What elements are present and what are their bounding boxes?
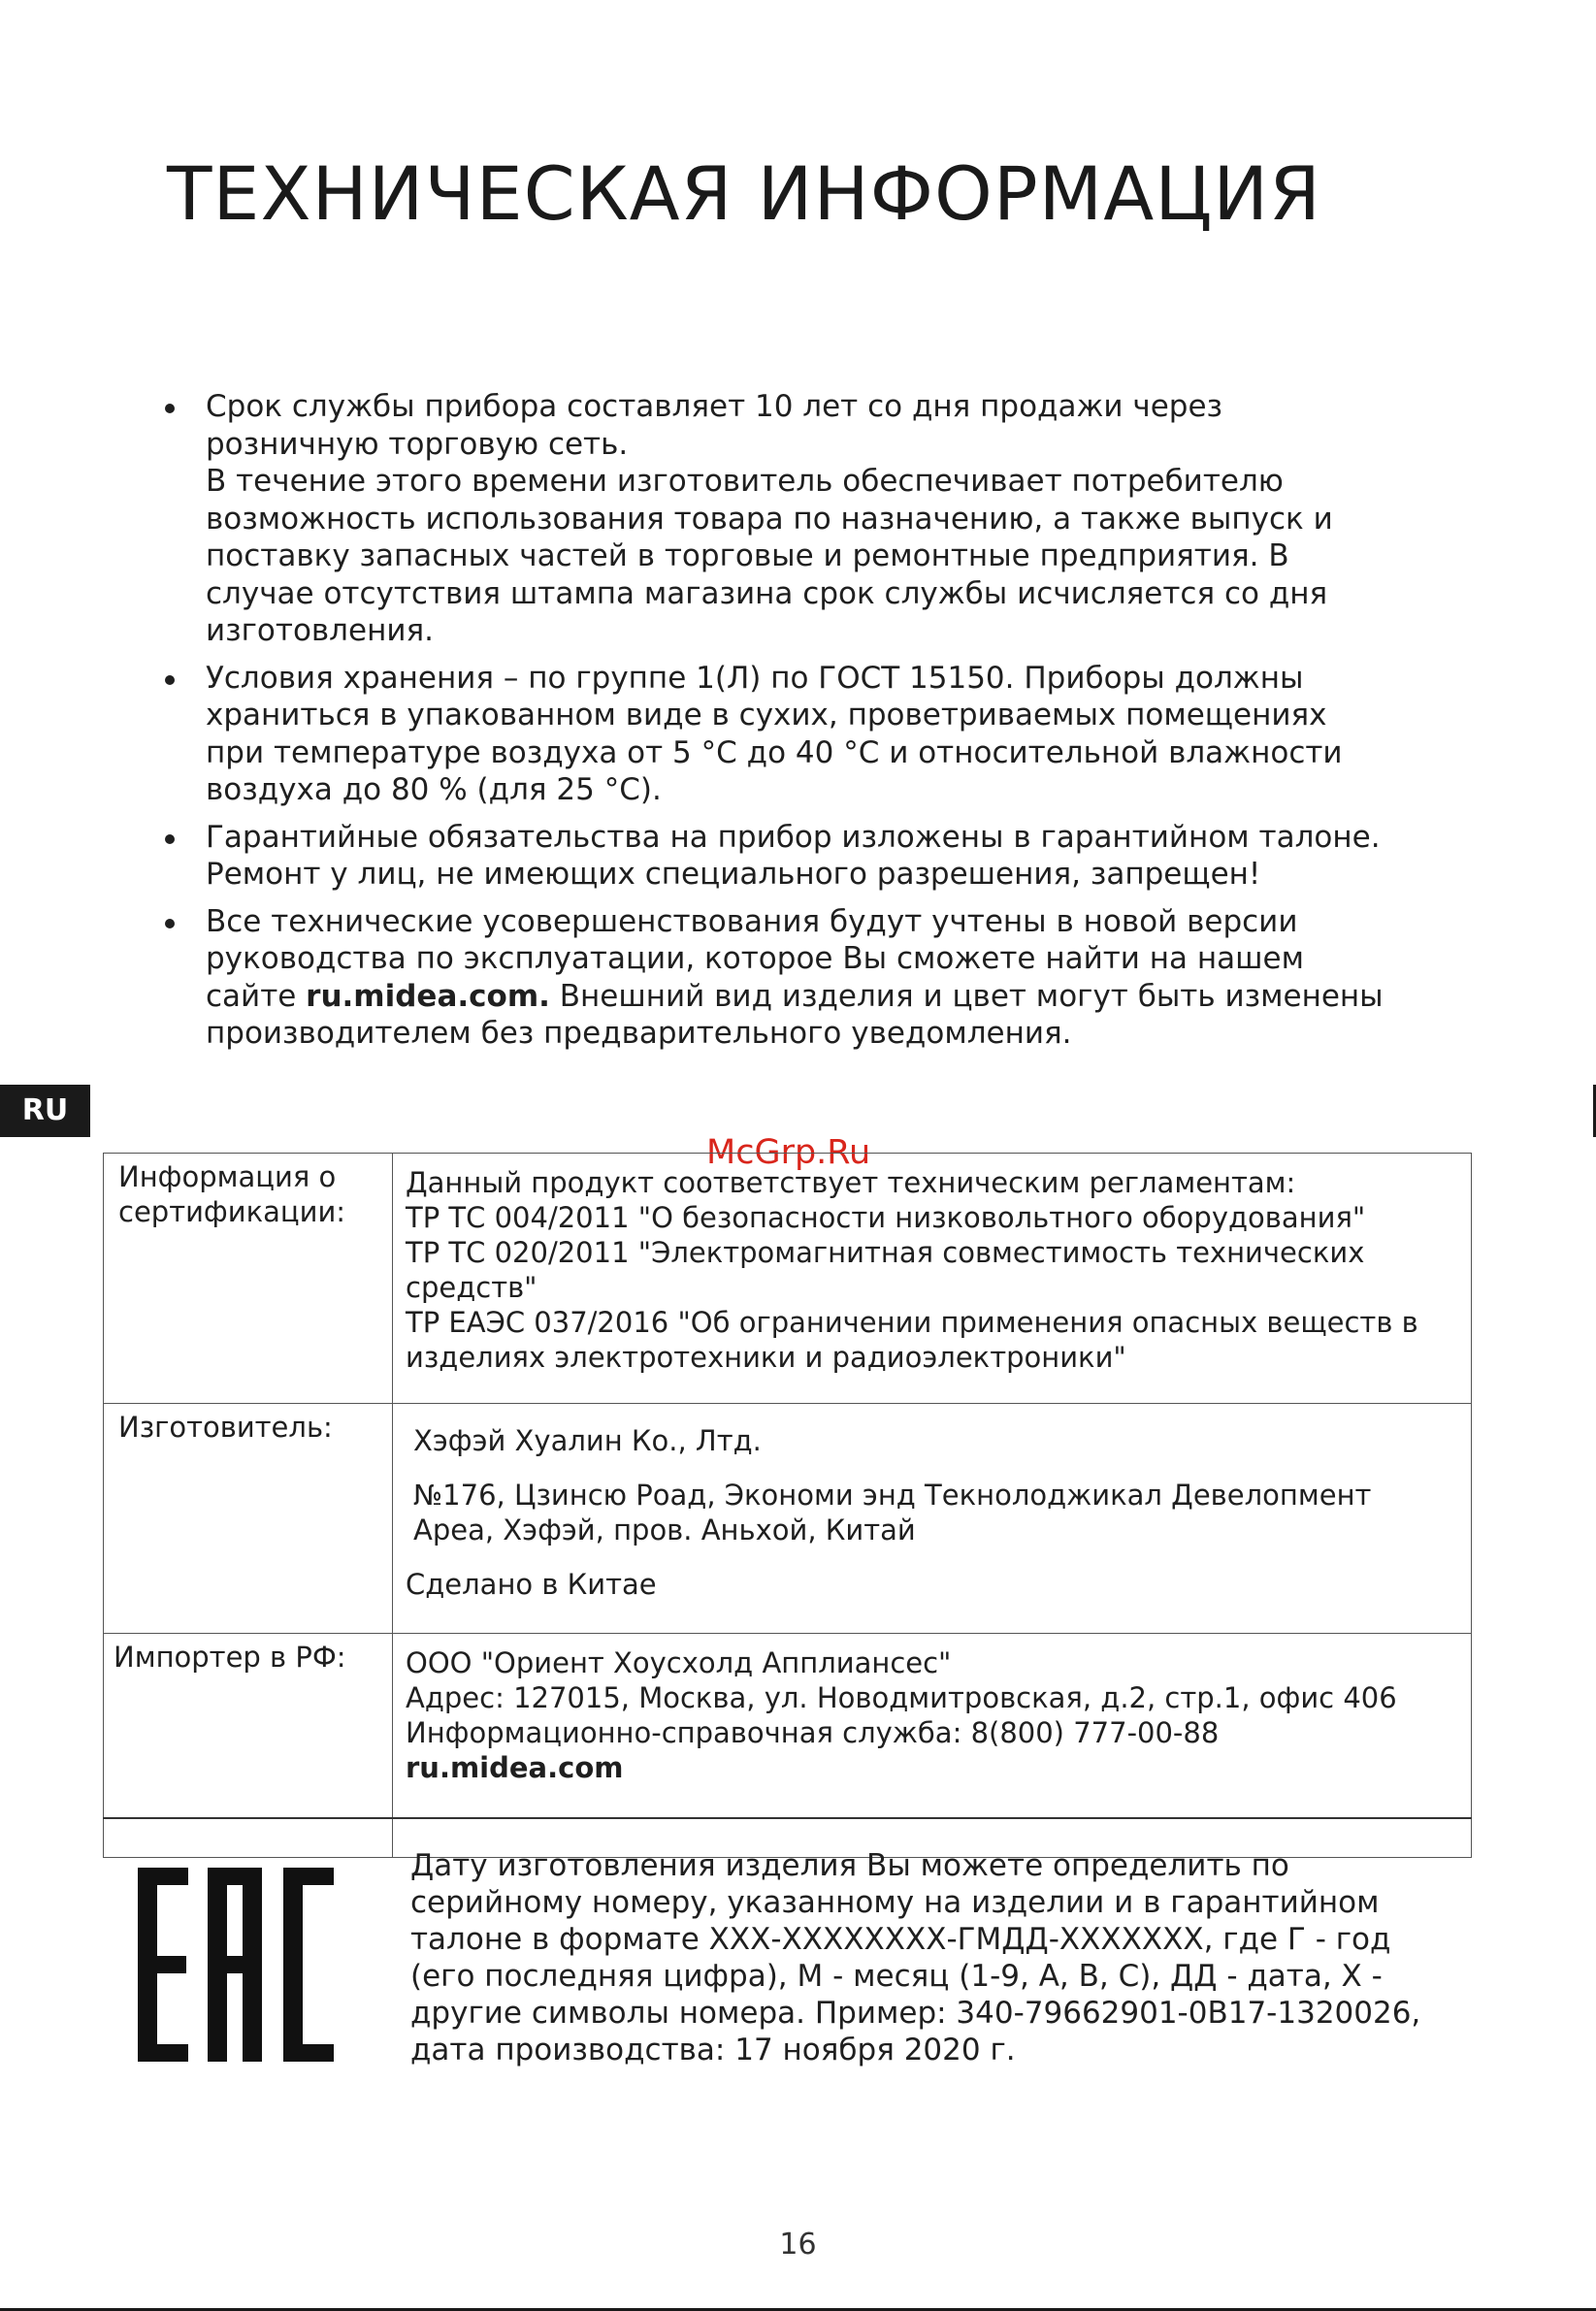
storage-line-1: Условия хранения – по группе 1(Л) по ГОСТ 15150. Приборы должны	[206, 660, 1304, 696]
importer-value	[393, 1634, 1472, 1858]
info-bullet-list	[163, 388, 1424, 1062]
manufacturer-value	[393, 1404, 1472, 1634]
list-item-warranty	[163, 819, 1424, 894]
date-info-line-2: серийному номеру, указанному на изделии и в гарантийном	[410, 1885, 1380, 1920]
website-link[interactable]: ru.midea.com.	[306, 978, 550, 1014]
manufacture-date-info	[410, 1847, 1468, 2068]
storage-line-3: при температуре воздуха от 5 °С до 40 °С и относительной влажности	[206, 734, 1343, 770]
list-item-service-life	[163, 388, 1424, 650]
service-life-line-2: розничную торговую сеть.	[206, 426, 629, 462]
table-bottom-rule	[103, 1817, 1472, 1819]
date-info-line-1: Дату изготовления изделия Вы можете определить по	[410, 1848, 1289, 1883]
manufacturer-label: Изготовитель:	[104, 1404, 393, 1634]
date-info-line-3: талоне в формате ХХХ-ХХХХХХХХ-ГМДД-ХХХХХХХ, где Г - год	[410, 1922, 1391, 1957]
certification-line-2: ТР ТС 004/2011 "О безопасности низковольтного оборудования"	[406, 1201, 1366, 1234]
table-row-certification	[104, 1154, 1472, 1404]
certification-line-3: ТР ТС 020/2011 "Электромагнитная совместимость технических средств"	[406, 1236, 1365, 1304]
service-life-line-3: В течение этого времени изготовитель обеспечивает потребителю	[206, 464, 1284, 499]
storage-line-4: воздуха до 80 % (для 25 °С).	[206, 772, 662, 807]
list-item-improvements	[163, 903, 1424, 1053]
service-life-line-6: случае отсутствия штампа магазина срок службы исчисляется со дня	[206, 575, 1328, 611]
date-info-line-4: (его последняя цифра), М - месяц (1-9, A, B, C), ДД - дата, Х -	[410, 1959, 1383, 1994]
certification-line-4: ТР ЕАЭС 037/2016 "Об ограничении применения опасных веществ в изделиях электротехники и радиоэлектроники"	[406, 1306, 1418, 1374]
improvements-line-3	[206, 978, 1424, 1016]
date-info-line-5: другие символы номера. Пример: 340-79662901-0B17-1320026,	[410, 1996, 1421, 2031]
manufacturer-origin: Сделано в Китае	[406, 1568, 657, 1601]
service-life-line-7: изготовления.	[206, 613, 434, 648]
service-life-line-4: возможность использования товара по назначению, а также выпуск и	[206, 501, 1333, 537]
page-number: 16	[779, 2228, 817, 2262]
certification-label: Информация о сертификации:	[104, 1154, 393, 1404]
manufacturer-address: №176, Цзинсю Роад, Экономи энд Текнолоджикал Девелопмент Ареа, Хэфэй, пров. Аньхой, Китай	[413, 1479, 1372, 1546]
table-row-importer	[104, 1634, 1472, 1858]
storage-line-2: храниться в упакованном виде в сухих, проветриваемых помещениях	[206, 698, 1327, 732]
table-row-manufacturer	[104, 1404, 1472, 1634]
manufacturer-name: Хэфэй Хуалин Ко., Лтд.	[413, 1424, 762, 1457]
list-item-storage	[163, 660, 1424, 809]
service-life-line-5: поставку запасных частей в торговые и ремонтные предприятия. В	[206, 538, 1289, 573]
certification-line-1: Данный продукт соответствует техническим регламентам:	[406, 1166, 1296, 1199]
date-info-line-6: дата производства: 17 ноября 2020 г.	[410, 2033, 1016, 2067]
importer-phone: Информационно-справочная служба: 8(800) 777-00-88	[406, 1716, 1220, 1749]
certification-table	[103, 1153, 1472, 1858]
improvements-line-4: производителем без предварительного уведомления.	[206, 1016, 1072, 1051]
importer-name: ООО "Ориент Хоусхолд Апплиансес"	[406, 1646, 952, 1679]
language-tab: RU	[0, 1085, 90, 1137]
page-title: ТЕХНИЧЕСКАЯ ИНФОРМАЦИЯ	[167, 150, 1321, 237]
eac-logo-icon	[138, 1868, 334, 2062]
importer-label: Импортер в РФ:	[104, 1634, 393, 1858]
warranty-line-2: Ремонт у лиц, не имеющих специального разрешения, запрещен!	[206, 857, 1261, 892]
improvements-line-2: руководства по эксплуатации, которое Вы сможете найти на нашем	[206, 941, 1304, 976]
improvements-line-1: Все технические усовершенствования будут учтены в новой версии	[206, 903, 1298, 939]
watermark: McGrp.Ru	[706, 1133, 871, 1172]
certification-value	[393, 1154, 1472, 1404]
importer-website-link[interactable]: ru.midea.com	[406, 1751, 624, 1784]
service-life-line-1: Срок службы прибора составляет 10 лет со дня продажи через	[206, 389, 1223, 424]
importer-address: Адрес: 127015, Москва, ул. Новодмитровская, д.2, стр.1, офис 406	[406, 1681, 1397, 1714]
warranty-line-1: Гарантийные обязательства на прибор изложены в гарантийном талоне.	[206, 819, 1381, 855]
improvements-line-3-start: сайте	[206, 978, 307, 1014]
improvements-line-3-end: Внешний вид изделия и цвет могут быть изменены	[549, 978, 1384, 1014]
